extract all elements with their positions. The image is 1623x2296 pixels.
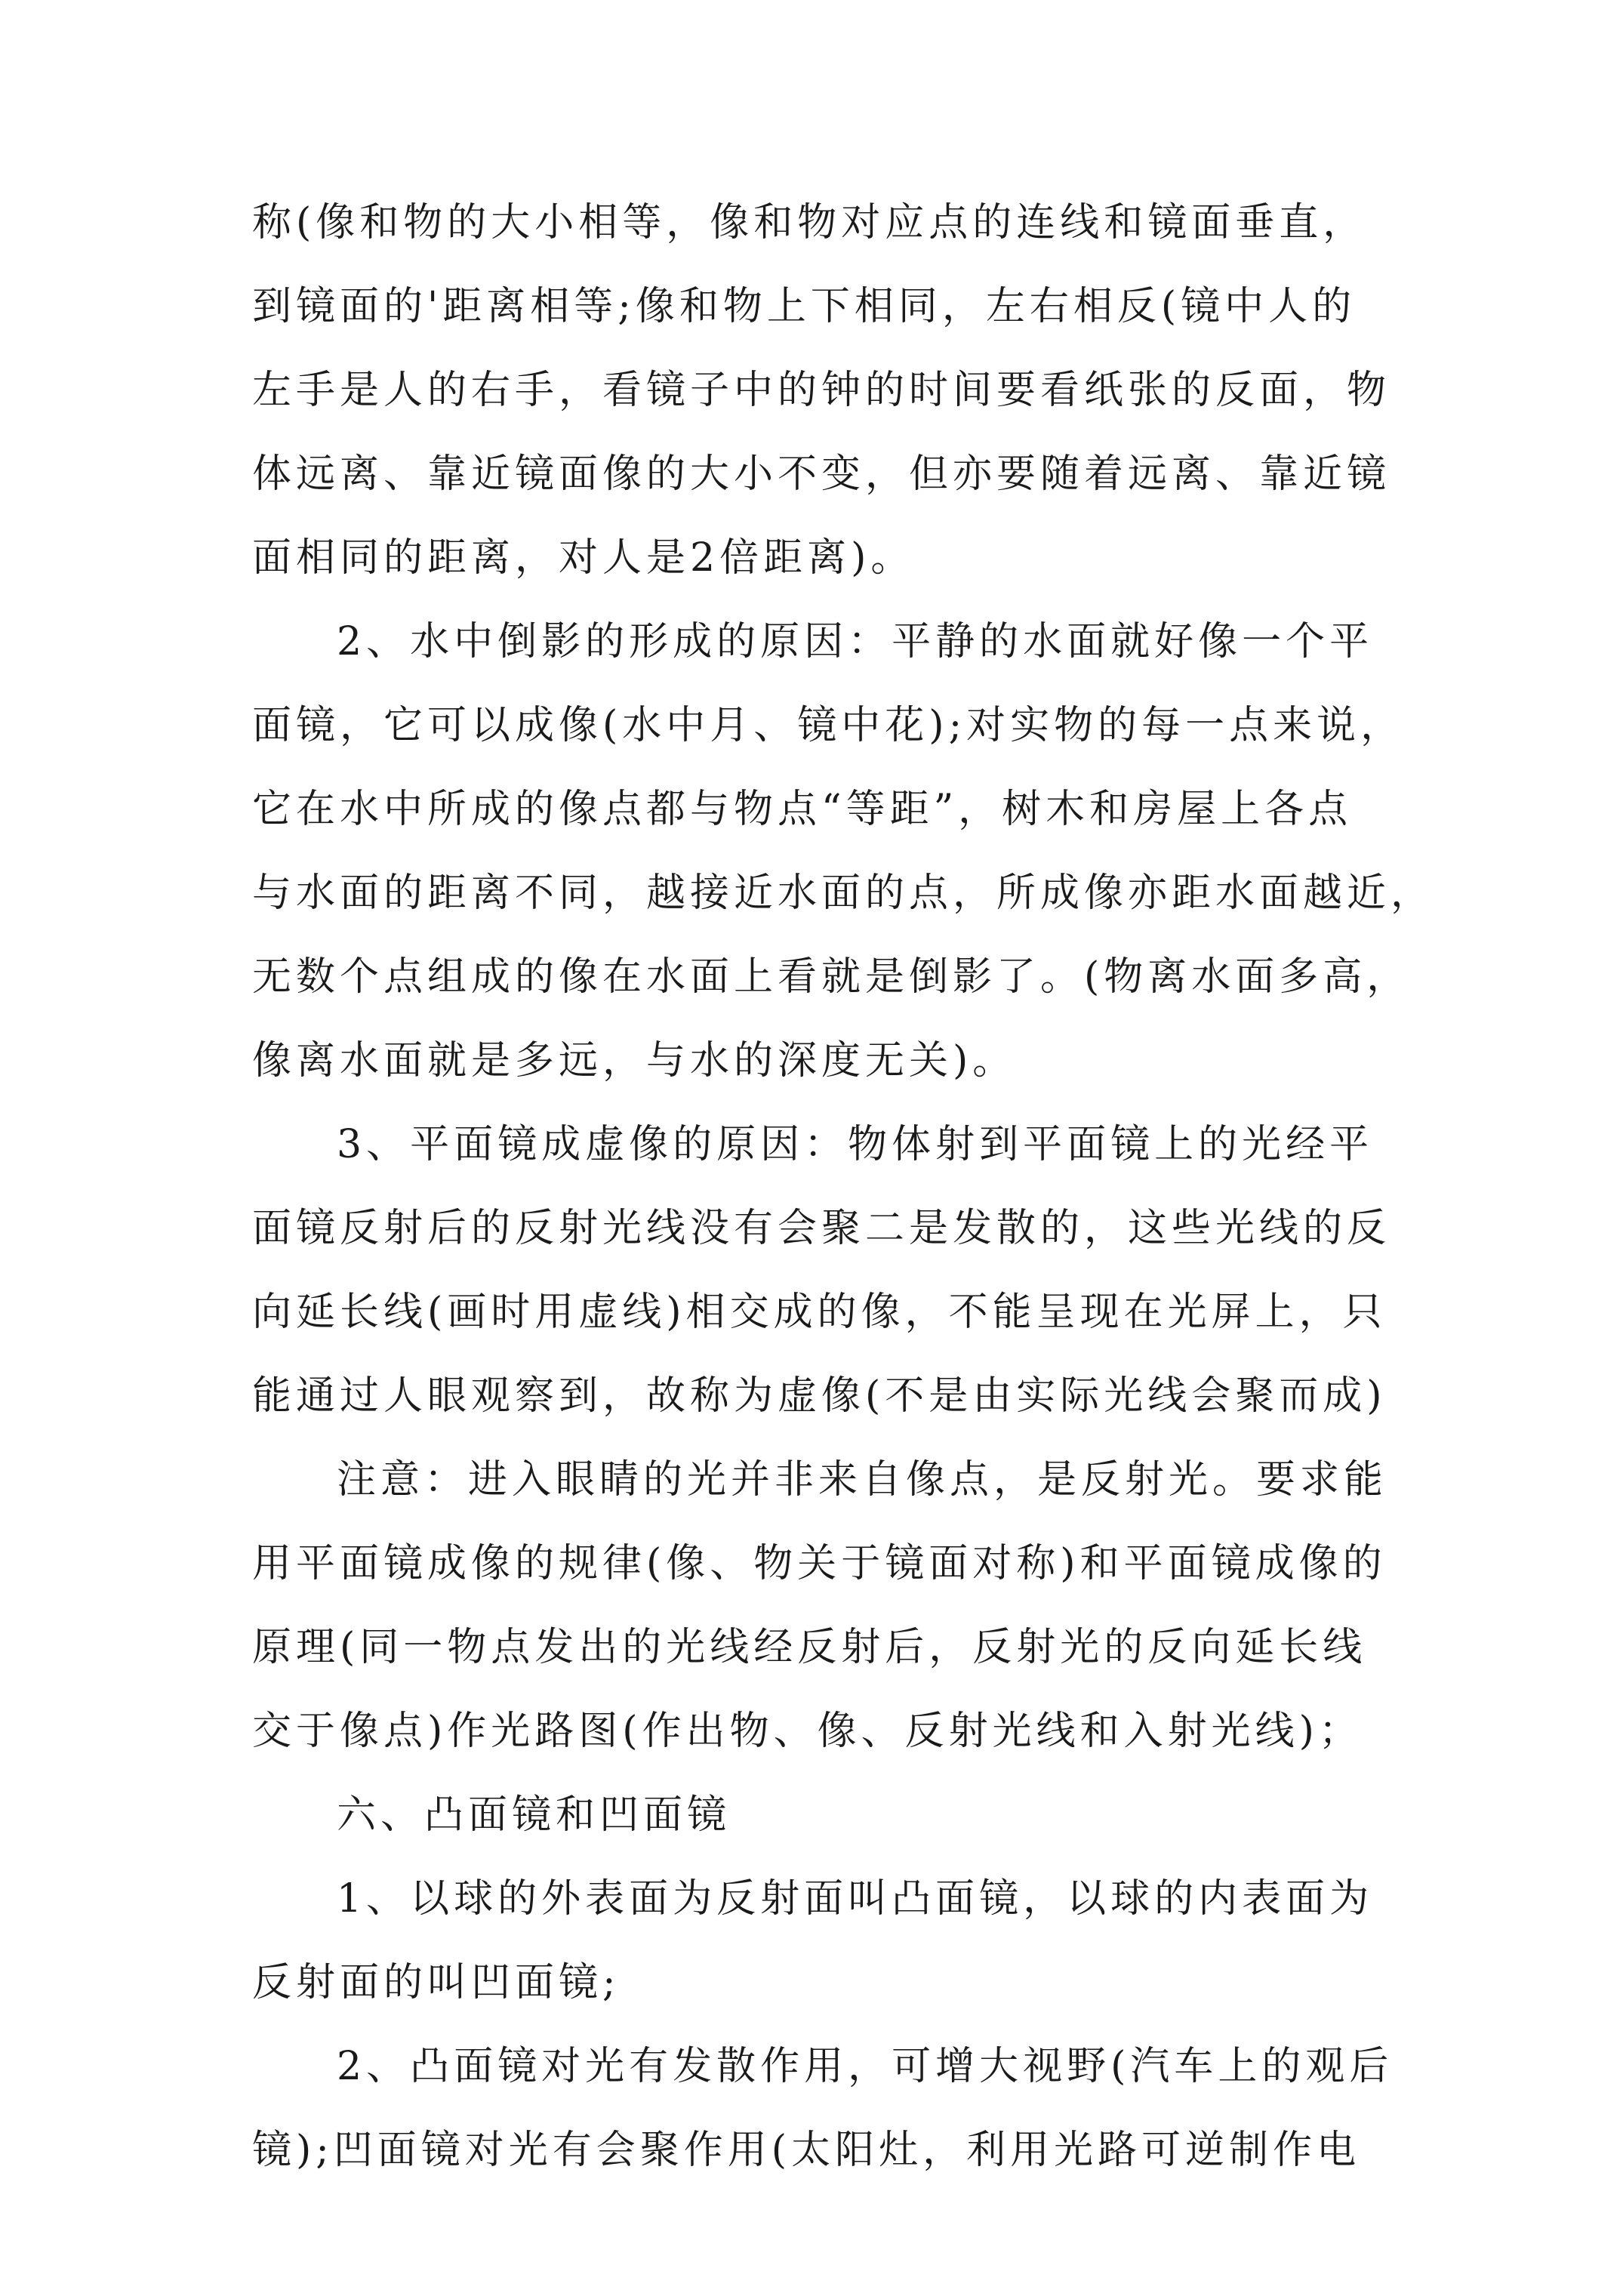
text-line: 原理(同一物点发出的光线经反射后，反射光的反向延长线 bbox=[252, 1625, 1367, 1670]
text-line: 交于像点)作光路图(作出物、像、反射光线和入射光线)； bbox=[252, 1709, 1363, 1754]
paragraph-start-line: 2、凸面镜对光有发散作用，可增大视野(汽车上的观后 bbox=[337, 2044, 1394, 2089]
text-line: 面镜反射后的反射光线没有会聚二是发散的，这些光线的反 bbox=[252, 1206, 1391, 1251]
text-line: 面镜，它可以成像(水中月、镜中花);对实物的每一点来说， bbox=[252, 703, 1405, 748]
text-line: 体远离、靠近镜面像的大小不变，但亦要随着远离、靠近镜 bbox=[252, 451, 1391, 497]
text-line: 面相同的距离，对人是2倍距离)。 bbox=[252, 535, 915, 581]
text-line: 到镜面的'距离相等;像和物上下相同，左右相反(镜中人的 bbox=[252, 284, 1357, 329]
text-line: 无数个点组成的像在水面上看就是倒影了。(物离水面多高， bbox=[252, 954, 1411, 1000]
text-line: 像离水面就是多远，与水的深度无关)。 bbox=[252, 1038, 1017, 1083]
paragraph-start-line: 2、水中倒影的形成的原因：平静的水面就好像一个平 bbox=[337, 619, 1374, 664]
text-line: 与水面的距离不同，越接近水面的点，所成像亦距水面越近， bbox=[252, 871, 1435, 916]
text-line: 称(像和物的大小相等，像和物对应点的连线和镜面垂直， bbox=[252, 200, 1367, 245]
text-line: 用平面镜成像的规律(像、物关于镜面对称)和平面镜成像的 bbox=[252, 1541, 1387, 1586]
text-line: 左手是人的右手，看镜子中的钟的时间要看纸张的反面，物 bbox=[252, 368, 1391, 413]
text-line: 能通过人眼观察到，故称为虚像(不是由实际光线会聚而成) bbox=[252, 1373, 1387, 1419]
text-line: 它在水中所成的像点都与物点“等距”，树木和房屋上各点 bbox=[252, 787, 1353, 832]
section-heading: 六、凸面镜和凹面镜 bbox=[337, 1792, 731, 1838]
text-line: 反射面的叫凹面镜; bbox=[252, 1960, 621, 2005]
paragraph-start-line: 注意：进入眼睛的光并非来自像点，是反射光。要求能 bbox=[337, 1457, 1388, 1502]
paragraph-start-line: 1、以球的外表面为反射面叫凸面镜，以球的内表面为 bbox=[337, 1876, 1374, 1922]
text-line: 向延长线(画时用虚线)相交成的像，不能呈现在光屏上，只 bbox=[252, 1290, 1387, 1335]
paragraph-start-line: 3、平面镜成虚像的原因：物体射到平面镜上的光经平 bbox=[337, 1122, 1374, 1167]
text-line: 镜);凹面镜对光有会聚作用(太阳灶，利用光路可逆制作电 bbox=[252, 2128, 1361, 2173]
